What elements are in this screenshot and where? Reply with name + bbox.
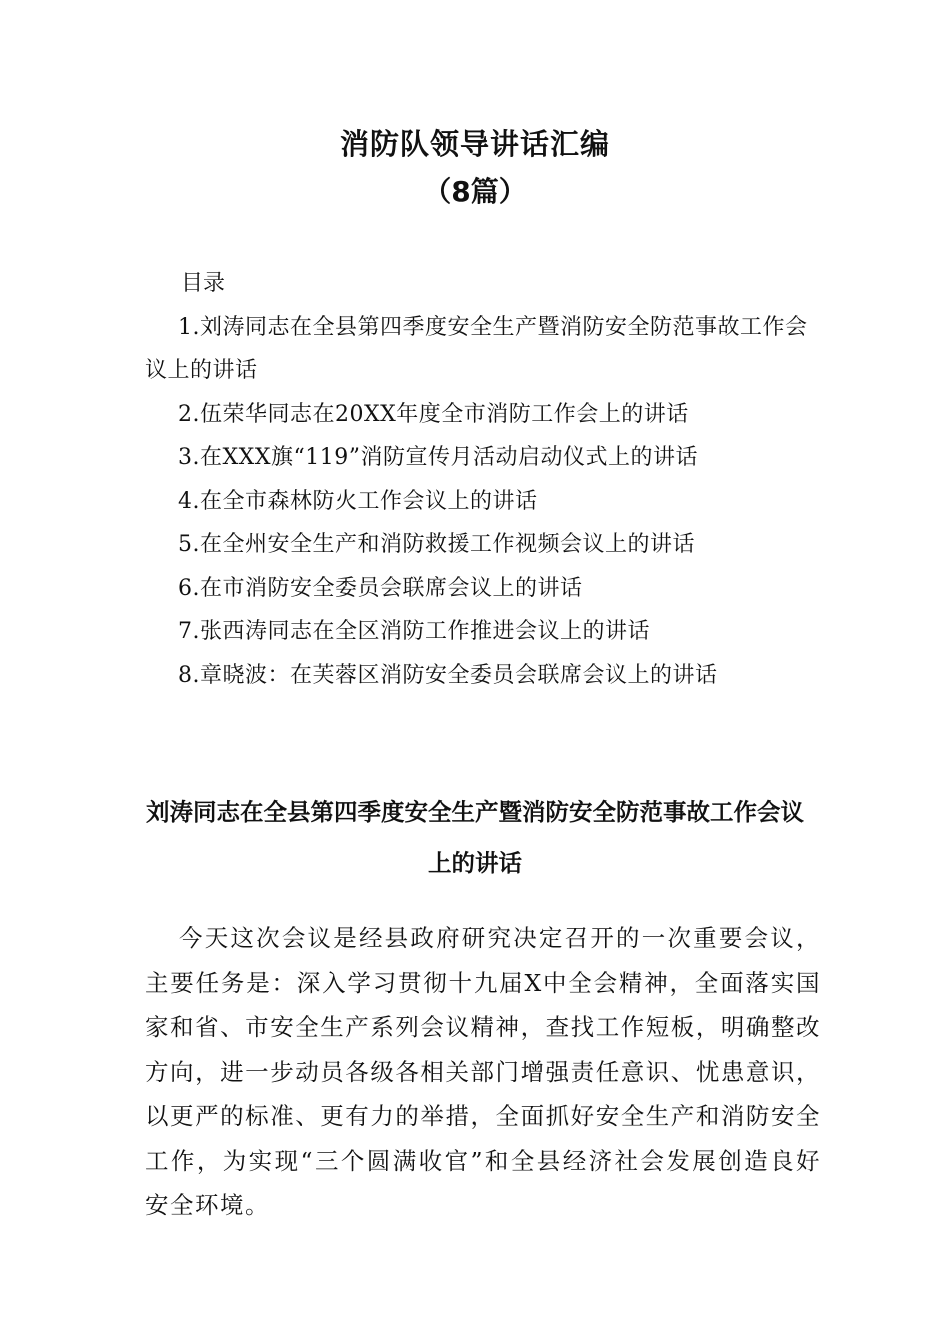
body-paragraph: 今天这次会议是经县政府研究决定召开的一次重要会议，主要任务是：深入学习贯彻十九届X中全会精神，全面落实国家和省、市安全生产系列会议精神，查找工作短板，明确整改方向，进一步动员各级各相关部门增强责任意识、忧患意识，以更严的标准、更有力的举措，全面抓好安全生产和消防安全工作，为实现“三个圆满收官”和全县经济社会发展创造良好安全环境。 (145, 924, 821, 1219)
toc-item: 7.张西涛同志在全区消防工作推进会议上的讲话 (178, 619, 650, 644)
toc-item: 3.在XXX旗“119”消防宣传月活动启动仪式上的讲话 (178, 445, 698, 470)
table-of-contents (145, 262, 825, 697)
toc-heading: 目录 (181, 271, 226, 296)
toc-item: 5.在全州安全生产和消防救援工作视频会议上的讲话 (178, 532, 695, 557)
toc-item: 2.伍荣华同志在20XX年度全市消防工作会上的讲话 (178, 401, 689, 427)
toc-item: 8.章晓波：在芙蓉区消防安全委员会联席会议上的讲话 (178, 662, 718, 688)
document-subtitle: （8篇） (423, 175, 527, 208)
toc-item: 6.在市消防安全委员会联席会议上的讲话 (178, 575, 583, 601)
section-title: 刘涛同志在全县第四季度安全生产暨消防安全防范事故工作会议上的讲话 (146, 798, 804, 877)
document-title: 消防队领导讲话汇编 (339, 127, 610, 161)
toc-item: 4.在全市森林防火工作会议上的讲话 (178, 488, 538, 514)
toc-item: 1.刘涛同志在全县第四季度安全生产暨消防安全防范事故工作会议上的讲话 (145, 314, 808, 383)
